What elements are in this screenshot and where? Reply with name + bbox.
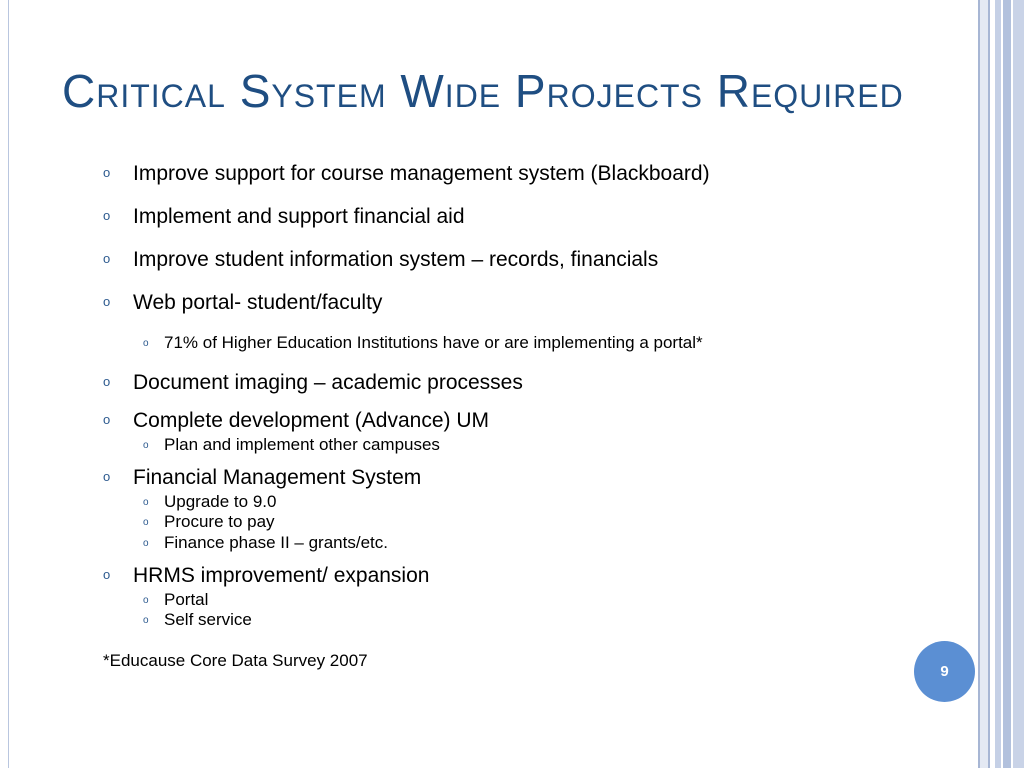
bullet-icon: o — [103, 469, 111, 484]
list-item-text: Financial Management System — [133, 466, 422, 489]
sub-list-item — [143, 333, 703, 353]
list-item-text: Complete development (Advance) UM — [133, 409, 489, 432]
sub-list-item — [143, 435, 440, 455]
list-item-text: Procure to pay — [164, 512, 275, 531]
sub-list-item — [143, 590, 208, 610]
list-item-text: Document imaging – academic processes — [133, 371, 523, 394]
page-number-badge — [914, 641, 975, 702]
list-item-text: HRMS improvement/ expansion — [133, 564, 430, 587]
bullet-icon: o — [103, 165, 111, 180]
right-border-stripes — [978, 0, 1024, 768]
sub-list-item — [143, 492, 276, 512]
bullet-icon: o — [103, 374, 111, 389]
list-item — [103, 371, 523, 395]
bullet-icon: o — [103, 567, 111, 582]
list-item — [103, 248, 658, 272]
left-border-line — [8, 0, 9, 768]
sub-bullet-icon: o — [143, 517, 149, 528]
list-item-text: 71% of Higher Education Institutions have or are implementing a portal* — [164, 333, 703, 352]
list-item — [103, 291, 382, 315]
list-item-text: Upgrade to 9.0 — [164, 492, 277, 511]
list-item-text: Improve support for course management system (Blackboard) — [133, 162, 710, 185]
list-item-text: Web portal- student/faculty — [133, 291, 383, 314]
list-item-text: Finance phase II – grants/etc. — [164, 533, 388, 552]
list-item-text: Self service — [164, 610, 252, 629]
list-item-text: Implement and support financial aid — [133, 205, 465, 228]
list-item — [103, 409, 489, 433]
sub-bullet-icon: o — [143, 338, 149, 349]
sub-list-item — [143, 533, 388, 553]
list-item — [103, 466, 421, 490]
list-item-text: Plan and implement other campuses — [164, 435, 440, 454]
sub-bullet-icon: o — [143, 440, 149, 451]
sub-list-item — [143, 512, 275, 532]
sub-list-item — [143, 610, 252, 630]
list-item — [103, 564, 429, 588]
sub-bullet-icon: o — [143, 595, 149, 606]
page-number: 9 — [940, 663, 949, 680]
list-item-text: Improve student information system – records, financials — [133, 248, 659, 271]
slide-title: Critical System Wide Projects Required — [62, 65, 904, 117]
list-item-text: Portal — [164, 590, 209, 609]
list-item — [103, 162, 710, 186]
footnote: *Educause Core Data Survey 2007 — [103, 651, 368, 670]
list-item — [103, 205, 465, 229]
bullet-icon: o — [103, 294, 111, 309]
bullet-icon: o — [103, 412, 111, 427]
bullet-icon: o — [103, 208, 111, 223]
sub-bullet-icon: o — [143, 538, 149, 549]
sub-bullet-icon: o — [143, 615, 149, 626]
bullet-icon: o — [103, 251, 111, 266]
sub-bullet-icon: o — [143, 497, 149, 508]
